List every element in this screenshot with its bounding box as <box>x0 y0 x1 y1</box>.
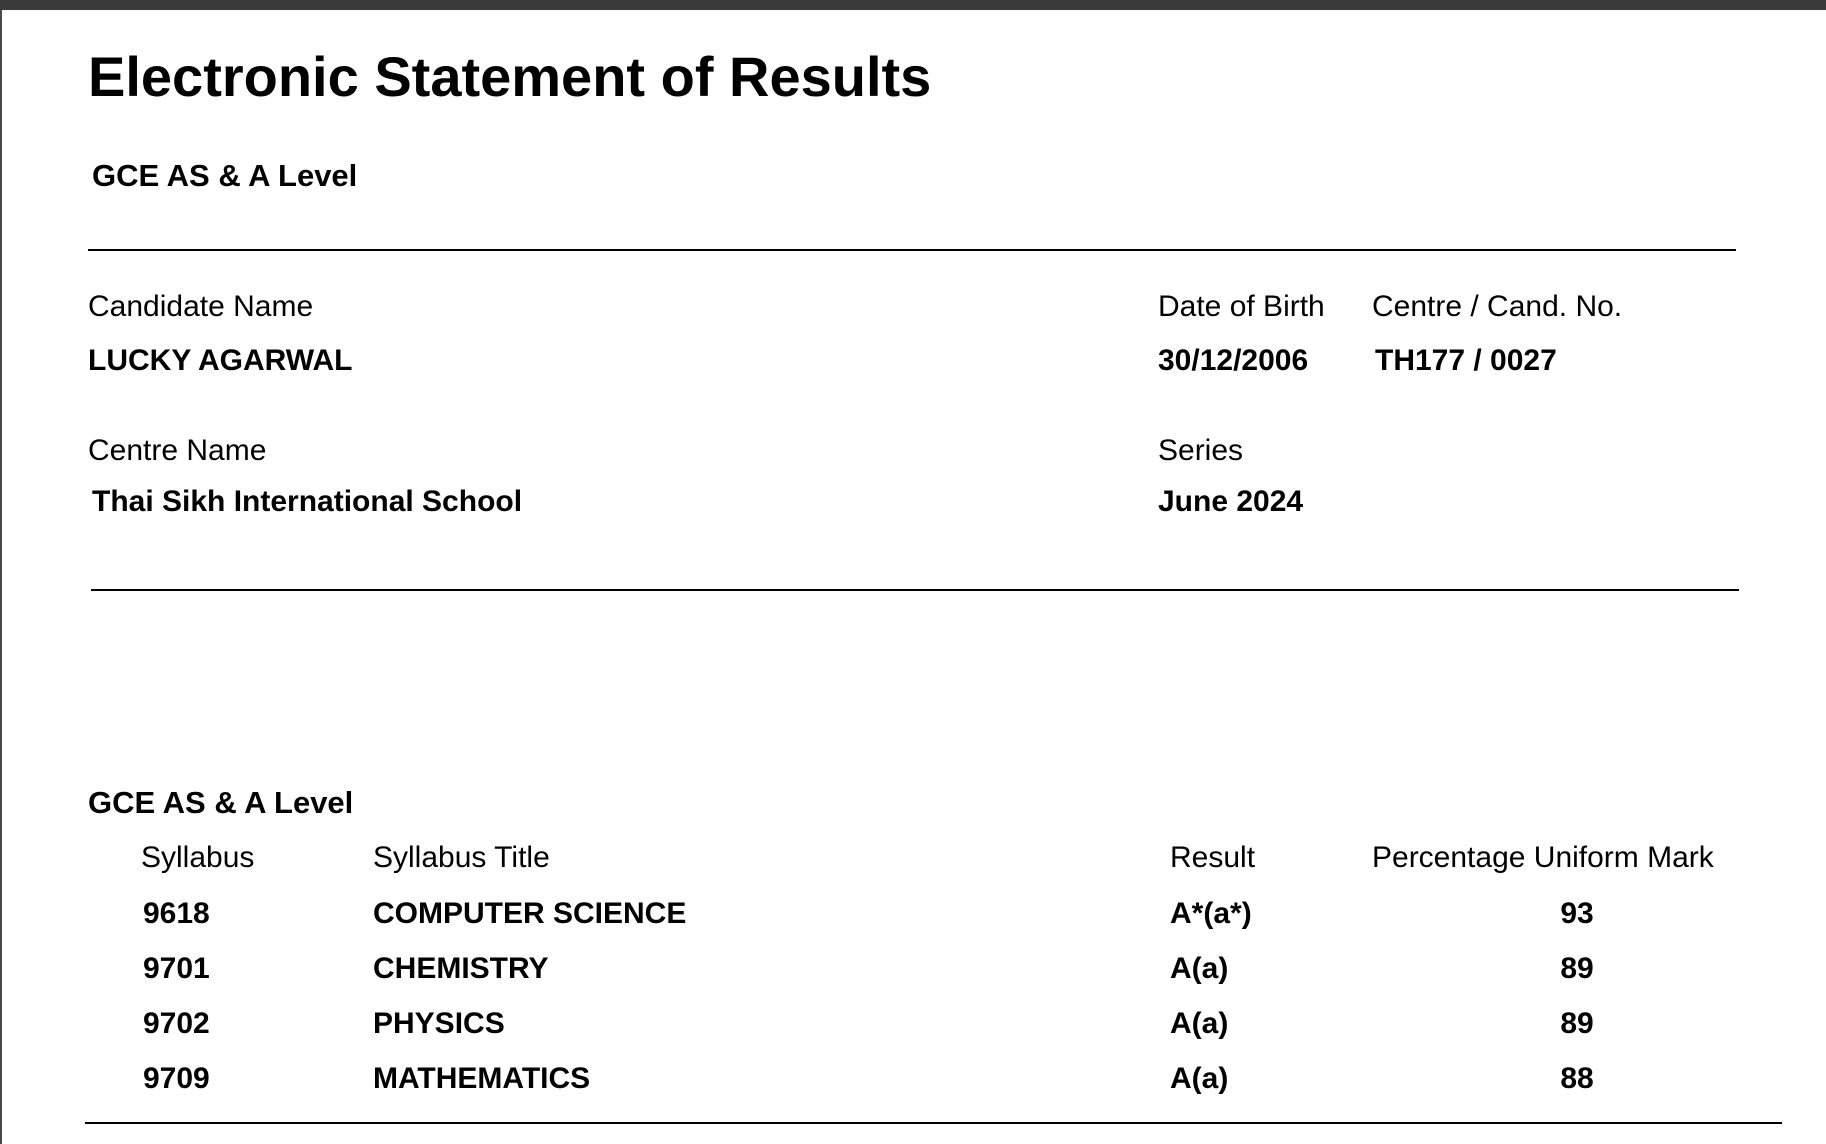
result-grade: A(a) <box>1170 1007 1229 1040</box>
syllabus-column-header: Syllabus <box>141 841 255 874</box>
header-divider <box>88 249 1736 251</box>
series-label: Series <box>1158 434 1244 467</box>
details-divider <box>91 589 1739 591</box>
result-column-header: Result <box>1170 841 1256 874</box>
results-section-title: GCE AS & A Level <box>88 785 354 820</box>
window-top-bar <box>0 0 1826 10</box>
document-title: Electronic Statement of Results <box>88 45 932 108</box>
result-grade: A*(a*) <box>1170 897 1252 930</box>
syllabus-title: COMPUTER SCIENCE <box>373 897 687 930</box>
syllabus-title: PHYSICS <box>373 1007 505 1040</box>
percentage-uniform-mark: 93 <box>1560 897 1594 930</box>
series-value: June 2024 <box>1158 485 1304 518</box>
syllabus-code: 9618 <box>143 897 210 930</box>
qualification-subtitle: GCE AS & A Level <box>92 158 358 193</box>
results-bottom-divider <box>85 1122 1782 1124</box>
result-grade: A(a) <box>1170 952 1229 985</box>
table-row <box>0 1007 1826 1051</box>
date-of-birth-label: Date of Birth <box>1158 290 1325 323</box>
syllabus-title: MATHEMATICS <box>373 1062 591 1095</box>
candidate-name-value: LUCKY AGARWAL <box>88 344 353 377</box>
centre-cand-no-value: TH177 / 0027 <box>1375 344 1557 377</box>
syllabus-code: 9702 <box>143 1007 210 1040</box>
date-of-birth-value: 30/12/2006 <box>1158 344 1309 377</box>
percentage-uniform-mark: 88 <box>1560 1062 1594 1095</box>
table-row <box>0 897 1826 941</box>
table-row <box>0 1062 1826 1106</box>
syllabus-code: 9709 <box>143 1062 210 1095</box>
candidate-name-label: Candidate Name <box>88 290 314 323</box>
centre-name-label: Centre Name <box>88 434 267 467</box>
percentage-uniform-mark: 89 <box>1560 1007 1594 1040</box>
centre-cand-no-label: Centre / Cand. No. <box>1372 290 1623 323</box>
percentage-uniform-mark: 89 <box>1560 952 1594 985</box>
syllabus-title-column-header: Syllabus Title <box>373 841 550 874</box>
syllabus-code: 9701 <box>143 952 210 985</box>
percentage-uniform-mark-column-header: Percentage Uniform Mark <box>1372 841 1714 874</box>
syllabus-title: CHEMISTRY <box>373 952 549 985</box>
centre-name-value: Thai Sikh International School <box>92 485 523 518</box>
table-row <box>0 952 1826 996</box>
result-grade: A(a) <box>1170 1062 1229 1095</box>
